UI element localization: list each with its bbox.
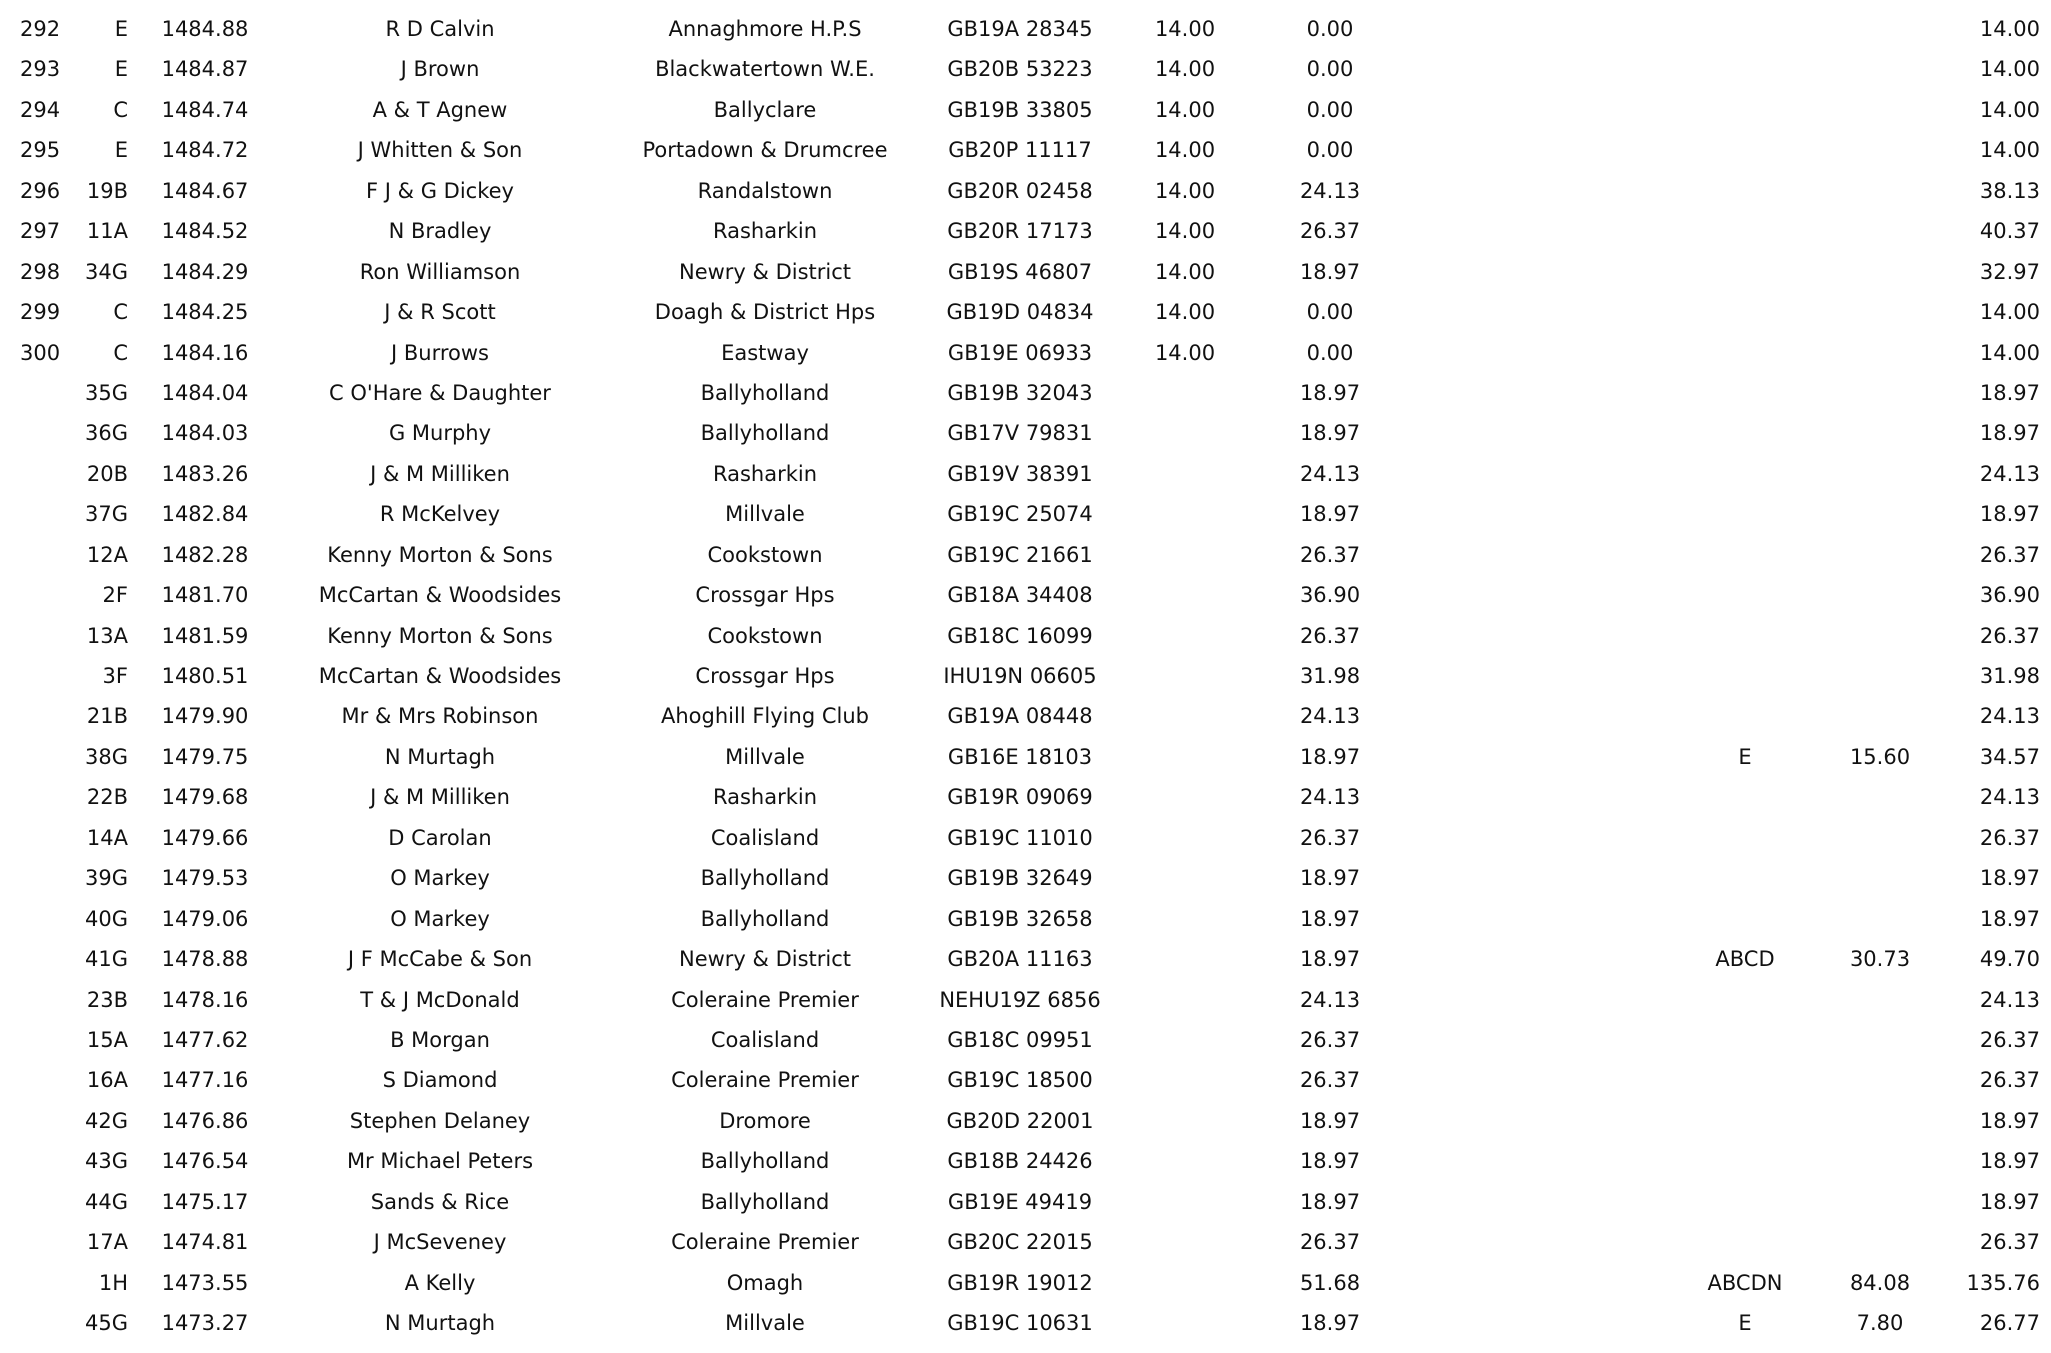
- section-prize-cell: 18.97: [1299, 502, 1361, 527]
- velocity-cell: 1484.03: [161, 421, 249, 446]
- velocity-cell: 1479.90: [161, 704, 249, 729]
- section-prize-cell: 18.97: [1299, 1189, 1361, 1214]
- club-cell: Ahoghill Flying Club: [661, 704, 869, 729]
- ring-number-cell: GB19V 38391: [947, 461, 1093, 486]
- fancier-name-cell: B Morgan: [390, 1027, 490, 1052]
- total-cell: 14.00: [1979, 97, 2040, 122]
- section-prize-cell: 18.97: [1299, 866, 1361, 891]
- ring-number-cell: GB19A 08448: [947, 704, 1093, 729]
- velocity-cell: 1484.04: [161, 380, 249, 405]
- position-cell: 296: [20, 178, 61, 203]
- section-prize-cell: 26.37: [1299, 1230, 1361, 1255]
- ring-number-cell: GB19R 09069: [947, 785, 1093, 810]
- table-row: [0, 1060, 2051, 1100]
- fancier-name-cell: N Bradley: [388, 219, 492, 244]
- total-cell: 26.37: [1979, 623, 2040, 648]
- section-cell: 40G: [85, 906, 128, 931]
- club-cell: Millvale: [725, 502, 805, 527]
- section-cell: C: [113, 300, 128, 325]
- section-cell: 38G: [85, 744, 128, 769]
- table-row: [0, 49, 2051, 89]
- ring-number-cell: GB19C 25074: [947, 502, 1093, 527]
- fancier-name-cell: J Burrows: [391, 340, 489, 365]
- table-row: [0, 1222, 2051, 1262]
- pool-winnings-cell: 30.73: [1849, 947, 1911, 972]
- section-prize-cell: 18.97: [1299, 1149, 1361, 1174]
- velocity-cell: 1478.16: [161, 987, 249, 1012]
- velocity-cell: 1477.62: [161, 1027, 249, 1052]
- table-row: [0, 130, 2051, 170]
- ring-number-cell: GB19R 19012: [947, 1270, 1093, 1295]
- velocity-cell: 1483.26: [161, 461, 249, 486]
- ring-number-cell: GB16E 18103: [947, 744, 1093, 769]
- section-prize-cell: 18.97: [1299, 744, 1361, 769]
- table-row: [0, 899, 2051, 939]
- table-row: [0, 1101, 2051, 1141]
- pools-cell: E: [1738, 744, 1752, 769]
- section-prize-cell: 26.37: [1299, 1027, 1361, 1052]
- club-cell: Coalisland: [710, 825, 820, 850]
- table-row: [0, 777, 2051, 817]
- table-row: [0, 9, 2051, 49]
- section-cell: 34G: [85, 259, 128, 284]
- velocity-cell: 1482.28: [161, 542, 249, 567]
- velocity-cell: 1479.68: [161, 785, 249, 810]
- total-cell: 26.37: [1979, 1027, 2040, 1052]
- fancier-name-cell: F J & G Dickey: [366, 178, 514, 203]
- position-cell: 299: [20, 300, 61, 325]
- results-table: [0, 9, 2051, 1343]
- prize-cell: 14.00: [1154, 178, 1216, 203]
- fancier-name-cell: G Murphy: [388, 421, 492, 446]
- ring-number-cell: GB18B 24426: [947, 1149, 1093, 1174]
- ring-number-cell: IHU19N 06605: [943, 664, 1097, 688]
- section-cell: 13A: [86, 623, 128, 648]
- total-cell: 18.97: [1979, 906, 2040, 931]
- club-cell: Ballyholland: [700, 421, 830, 446]
- section-prize-cell: 24.13: [1299, 178, 1361, 203]
- velocity-cell: 1484.67: [161, 178, 249, 203]
- total-cell: 18.97: [1979, 1149, 2040, 1174]
- position-cell: 294: [20, 97, 61, 122]
- table-row: [0, 1182, 2051, 1222]
- velocity-cell: 1484.25: [161, 300, 249, 325]
- prize-cell: 14.00: [1154, 138, 1216, 163]
- section-prize-cell: 0.00: [1306, 138, 1354, 163]
- club-cell: Ballyholland: [700, 866, 830, 891]
- club-cell: Blackwatertown W.E.: [655, 57, 875, 82]
- club-cell: Millvale: [725, 1311, 805, 1335]
- total-cell: 18.97: [1979, 380, 2040, 405]
- club-cell: Eastway: [721, 340, 809, 365]
- ring-number-cell: GB19C 21661: [947, 542, 1093, 567]
- table-row: [0, 535, 2051, 575]
- table-row: [0, 737, 2051, 777]
- section-cell: 12A: [86, 542, 128, 567]
- club-cell: Rasharkin: [712, 785, 818, 810]
- section-prize-cell: 26.37: [1299, 623, 1361, 648]
- club-cell: Crossgar Hps: [695, 583, 835, 608]
- ring-number-cell: GB17V 79831: [947, 421, 1093, 446]
- fancier-name-cell: J & M Milliken: [370, 461, 510, 486]
- fancier-name-cell: J Brown: [400, 57, 480, 82]
- section-prize-cell: 24.13: [1299, 987, 1361, 1012]
- pool-winnings-cell: 84.08: [1849, 1270, 1911, 1295]
- section-cell: 39G: [85, 866, 128, 891]
- velocity-cell: 1481.59: [161, 623, 249, 648]
- velocity-cell: 1484.52: [161, 219, 249, 244]
- velocity-cell: 1477.16: [161, 1068, 249, 1093]
- club-cell: Newry & District: [678, 947, 852, 972]
- section-cell: 37G: [85, 502, 128, 527]
- fancier-name-cell: J & R Scott: [384, 300, 496, 325]
- table-row: [0, 373, 2051, 413]
- club-cell: Ballyholland: [700, 906, 830, 931]
- velocity-cell: 1481.70: [161, 583, 249, 608]
- total-cell: 32.97: [1979, 259, 2040, 284]
- section-prize-cell: 26.37: [1299, 825, 1361, 850]
- total-cell: 14.00: [1979, 57, 2040, 82]
- section-prize-cell: 18.97: [1299, 380, 1361, 405]
- fancier-name-cell: N Murtagh: [384, 744, 496, 769]
- table-row: [0, 696, 2051, 736]
- club-cell: Newry & District: [678, 259, 852, 284]
- section-cell: E: [114, 17, 128, 41]
- position-cell: 293: [20, 57, 61, 82]
- club-cell: Dromore: [719, 1108, 811, 1133]
- table-row: [0, 494, 2051, 534]
- table-row: [0, 575, 2051, 615]
- ring-number-cell: GB20B 53223: [947, 57, 1093, 82]
- table-row: [0, 818, 2051, 858]
- prize-cell: 14.00: [1154, 57, 1216, 82]
- table-row: [0, 413, 2051, 453]
- velocity-cell: 1474.81: [161, 1230, 249, 1255]
- club-cell: Coleraine Premier: [671, 1230, 859, 1255]
- total-cell: 14.00: [1979, 138, 2040, 163]
- club-cell: Doagh & District Hps: [654, 300, 876, 325]
- velocity-cell: 1479.66: [161, 825, 249, 850]
- velocity-cell: 1476.54: [161, 1149, 249, 1174]
- total-cell: 26.37: [1979, 1068, 2040, 1093]
- ring-number-cell: GB19A 28345: [947, 17, 1093, 41]
- velocity-cell: 1473.55: [161, 1270, 249, 1295]
- section-cell: 35G: [85, 380, 128, 405]
- total-cell: 24.13: [1979, 461, 2040, 486]
- fancier-name-cell: A & T Agnew: [372, 97, 508, 122]
- total-cell: 14.00: [1979, 340, 2040, 365]
- section-cell: 14A: [86, 825, 128, 850]
- fancier-name-cell: O Markey: [390, 906, 490, 931]
- ring-number-cell: GB19E 49419: [947, 1189, 1093, 1214]
- club-cell: Rasharkin: [712, 219, 818, 244]
- table-row: [0, 171, 2051, 211]
- fancier-name-cell: C O'Hare & Daughter: [329, 380, 551, 405]
- fancier-name-cell: R McKelvey: [379, 502, 501, 527]
- position-cell: 297: [20, 219, 61, 244]
- section-cell: 41G: [85, 947, 128, 972]
- section-cell: 44G: [85, 1189, 128, 1214]
- pool-winnings-cell: 15.60: [1849, 744, 1911, 769]
- total-cell: 36.90: [1979, 583, 2040, 608]
- club-cell: Ballyholland: [700, 1149, 830, 1174]
- fancier-name-cell: J & M Milliken: [370, 785, 510, 810]
- ring-number-cell: GB19C 11010: [947, 825, 1093, 850]
- section-prize-cell: 26.37: [1299, 1068, 1361, 1093]
- ring-number-cell: GB19B 32658: [947, 906, 1093, 931]
- fancier-name-cell: Kenny Morton & Sons: [327, 542, 553, 567]
- fancier-name-cell: Ron Williamson: [359, 259, 521, 284]
- table-row: [0, 292, 2051, 332]
- club-cell: Coalisland: [710, 1027, 820, 1052]
- table-row: [0, 939, 2051, 979]
- total-cell: 135.76: [1966, 1270, 2040, 1295]
- velocity-cell: 1484.74: [161, 97, 249, 122]
- fancier-name-cell: T & J McDonald: [360, 987, 520, 1012]
- fancier-name-cell: Stephen Delaney: [349, 1108, 531, 1133]
- section-cell: 21B: [86, 704, 128, 729]
- fancier-name-cell: R D Calvin: [385, 17, 495, 41]
- velocity-cell: 1480.51: [161, 664, 249, 688]
- position-cell: 298: [20, 259, 61, 284]
- total-cell: 26.37: [1979, 1230, 2040, 1255]
- table-row: [0, 211, 2051, 251]
- section-cell: 42G: [85, 1108, 128, 1133]
- table-row: [0, 252, 2051, 292]
- section-cell: 20B: [86, 461, 128, 486]
- velocity-cell: 1484.72: [161, 138, 249, 163]
- ring-number-cell: GB19B 32649: [947, 866, 1093, 891]
- section-prize-cell: 24.13: [1299, 461, 1361, 486]
- ring-number-cell: NEHU19Z 6856: [939, 987, 1101, 1012]
- total-cell: 18.97: [1979, 1108, 2040, 1133]
- velocity-cell: 1475.17: [161, 1189, 249, 1214]
- club-cell: Cookstown: [707, 623, 823, 648]
- ring-number-cell: GB19B 32043: [947, 380, 1093, 405]
- total-cell: 24.13: [1979, 785, 2040, 810]
- section-cell: 36G: [85, 421, 128, 446]
- velocity-cell: 1484.29: [161, 259, 249, 284]
- section-cell: 16A: [86, 1068, 128, 1093]
- section-prize-cell: 18.97: [1299, 259, 1361, 284]
- ring-number-cell: GB19D 04834: [946, 300, 1094, 325]
- velocity-cell: 1479.75: [161, 744, 249, 769]
- table-row: [0, 454, 2051, 494]
- total-cell: 24.13: [1979, 987, 2040, 1012]
- velocity-cell: 1482.84: [161, 502, 249, 527]
- velocity-cell: 1484.87: [161, 57, 249, 82]
- fancier-name-cell: Mr & Mrs Robinson: [341, 704, 539, 729]
- table-row: [0, 656, 2051, 696]
- fancier-name-cell: McCartan & Woodsides: [318, 583, 562, 608]
- club-cell: Randalstown: [697, 178, 833, 203]
- table-row: [0, 1303, 2051, 1343]
- table-row: [0, 90, 2051, 130]
- club-cell: Ballyclare: [713, 97, 817, 122]
- velocity-cell: 1478.88: [161, 947, 249, 972]
- section-prize-cell: 18.97: [1299, 421, 1361, 446]
- ring-number-cell: GB19S 46807: [947, 259, 1093, 284]
- fancier-name-cell: Sands & Rice: [370, 1189, 510, 1214]
- section-prize-cell: 26.37: [1299, 542, 1361, 567]
- total-cell: 18.97: [1979, 421, 2040, 446]
- table-row: [0, 980, 2051, 1020]
- velocity-cell: 1484.88: [161, 17, 249, 41]
- club-cell: Omagh: [726, 1270, 804, 1295]
- section-prize-cell: 0.00: [1306, 300, 1354, 325]
- section-prize-cell: 24.13: [1299, 704, 1361, 729]
- velocity-cell: 1479.06: [161, 906, 249, 931]
- fancier-name-cell: O Markey: [390, 866, 490, 891]
- section-prize-cell: 0.00: [1306, 17, 1354, 41]
- velocity-cell: 1473.27: [161, 1311, 249, 1335]
- fancier-name-cell: A Kelly: [404, 1270, 476, 1295]
- section-cell: C: [113, 97, 128, 122]
- section-cell: 23B: [86, 987, 128, 1012]
- section-cell: 11A: [86, 219, 128, 244]
- total-cell: 18.97: [1979, 502, 2040, 527]
- section-prize-cell: 0.00: [1306, 57, 1354, 82]
- velocity-cell: 1476.86: [161, 1108, 249, 1133]
- ring-number-cell: GB20D 22001: [946, 1108, 1094, 1133]
- club-cell: Ballyholland: [700, 380, 830, 405]
- section-cell: C: [113, 340, 128, 365]
- ring-number-cell: GB20C 22015: [947, 1230, 1093, 1255]
- prize-cell: 14.00: [1154, 17, 1216, 41]
- position-cell: 292: [20, 17, 61, 41]
- pool-winnings-cell: 7.80: [1856, 1311, 1904, 1335]
- table-row: [0, 858, 2051, 898]
- club-cell: Portadown & Drumcree: [642, 138, 888, 163]
- section-prize-cell: 0.00: [1306, 97, 1354, 122]
- total-cell: 38.13: [1979, 178, 2040, 203]
- section-prize-cell: 18.97: [1299, 1311, 1361, 1335]
- pools-cell: E: [1738, 1311, 1752, 1335]
- section-prize-cell: 26.37: [1299, 219, 1361, 244]
- ring-number-cell: GB19E 06933: [947, 340, 1093, 365]
- table-row: [0, 1020, 2051, 1060]
- section-cell: 19B: [86, 178, 128, 203]
- section-cell: E: [114, 138, 128, 163]
- pools-cell: ABCD: [1715, 947, 1775, 972]
- ring-number-cell: GB19C 10631: [947, 1311, 1093, 1335]
- ring-number-cell: GB20R 17173: [947, 219, 1093, 244]
- prize-cell: 14.00: [1154, 300, 1216, 325]
- fancier-name-cell: Mr Michael Peters: [346, 1149, 534, 1174]
- section-cell: 1H: [98, 1270, 128, 1295]
- section-prize-cell: 24.13: [1299, 785, 1361, 810]
- total-cell: 26.37: [1979, 542, 2040, 567]
- club-cell: Coleraine Premier: [671, 987, 859, 1012]
- ring-number-cell: GB19C 18500: [947, 1068, 1093, 1093]
- section-cell: E: [114, 57, 128, 82]
- ring-number-cell: GB18A 34408: [947, 583, 1093, 608]
- position-cell: 300: [20, 340, 61, 365]
- fancier-name-cell: S Diamond: [382, 1068, 498, 1093]
- total-cell: 18.97: [1979, 1189, 2040, 1214]
- total-cell: 26.37: [1979, 825, 2040, 850]
- total-cell: 14.00: [1979, 300, 2040, 325]
- position-cell: 295: [20, 138, 61, 163]
- section-prize-cell: 18.97: [1299, 1108, 1361, 1133]
- section-cell: 45G: [85, 1311, 128, 1335]
- velocity-cell: 1484.16: [161, 340, 249, 365]
- section-prize-cell: 18.97: [1299, 906, 1361, 931]
- total-cell: 26.77: [1979, 1311, 2040, 1335]
- ring-number-cell: GB20A 11163: [947, 947, 1093, 972]
- section-cell: 3F: [102, 664, 128, 688]
- prize-cell: 14.00: [1154, 340, 1216, 365]
- section-cell: 43G: [85, 1149, 128, 1174]
- club-cell: Coleraine Premier: [671, 1068, 859, 1093]
- total-cell: 31.98: [1979, 664, 2040, 688]
- club-cell: Millvale: [725, 744, 805, 769]
- total-cell: 24.13: [1979, 704, 2040, 729]
- fancier-name-cell: J Whitten & Son: [357, 138, 523, 163]
- club-cell: Annaghmore H.P.S: [668, 17, 862, 41]
- prize-cell: 14.00: [1154, 97, 1216, 122]
- fancier-name-cell: D Carolan: [388, 825, 492, 850]
- section-cell: 17A: [86, 1230, 128, 1255]
- fancier-name-cell: McCartan & Woodsides: [318, 664, 562, 688]
- table-row: [0, 333, 2051, 373]
- ring-number-cell: GB19B 33805: [947, 97, 1093, 122]
- section-prize-cell: 31.98: [1299, 664, 1361, 688]
- section-prize-cell: 51.68: [1299, 1270, 1361, 1295]
- table-row: [0, 1141, 2051, 1181]
- prize-cell: 14.00: [1154, 219, 1216, 244]
- section-prize-cell: 18.97: [1299, 947, 1361, 972]
- fancier-name-cell: Kenny Morton & Sons: [327, 623, 553, 648]
- club-cell: Crossgar Hps: [695, 664, 835, 688]
- fancier-name-cell: N Murtagh: [384, 1311, 496, 1335]
- total-cell: 14.00: [1979, 17, 2040, 41]
- ring-number-cell: GB20P 11117: [948, 138, 1092, 163]
- ring-number-cell: GB18C 16099: [947, 623, 1093, 648]
- velocity-cell: 1479.53: [161, 866, 249, 891]
- pools-cell: ABCDN: [1707, 1270, 1783, 1295]
- table-row: [0, 616, 2051, 656]
- total-cell: 49.70: [1979, 947, 2040, 972]
- club-cell: Rasharkin: [712, 461, 818, 486]
- section-prize-cell: 36.90: [1299, 583, 1361, 608]
- prize-cell: 14.00: [1154, 259, 1216, 284]
- total-cell: 34.57: [1979, 744, 2040, 769]
- total-cell: 40.37: [1979, 219, 2040, 244]
- table-row: [0, 1263, 2051, 1303]
- ring-number-cell: GB20R 02458: [947, 178, 1093, 203]
- total-cell: 18.97: [1979, 866, 2040, 891]
- fancier-name-cell: J McSeveney: [373, 1230, 507, 1255]
- section-cell: 22B: [86, 785, 128, 810]
- club-cell: Cookstown: [707, 542, 823, 567]
- section-cell: 15A: [86, 1027, 128, 1052]
- ring-number-cell: GB18C 09951: [947, 1027, 1093, 1052]
- section-cell: 2F: [102, 583, 128, 608]
- section-prize-cell: 0.00: [1306, 340, 1354, 365]
- fancier-name-cell: J F McCabe & Son: [347, 947, 533, 972]
- club-cell: Ballyholland: [700, 1189, 830, 1214]
